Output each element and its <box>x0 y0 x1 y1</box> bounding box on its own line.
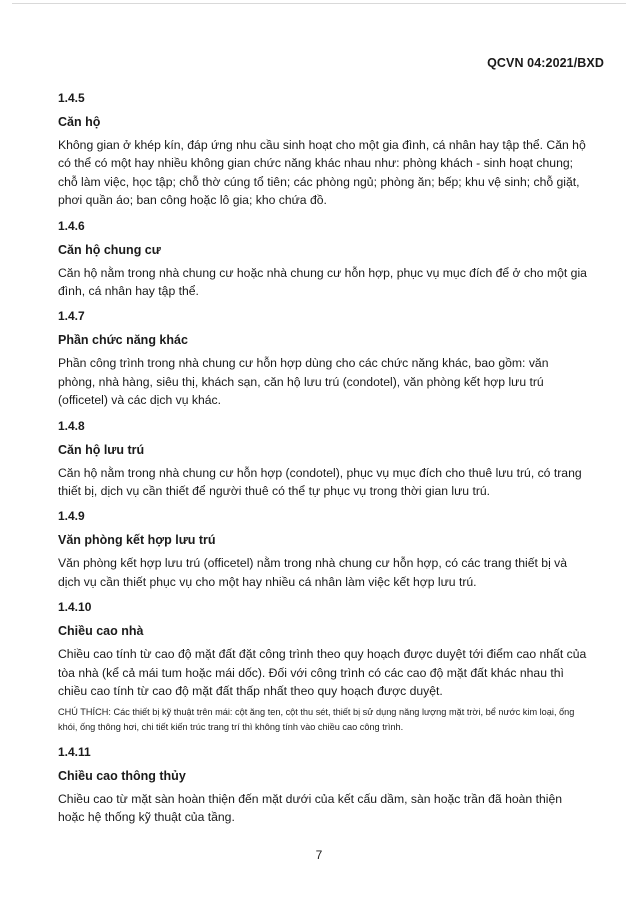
section-number: 1.4.9 <box>58 509 85 524</box>
section-title: Văn phòng kết hợp lưu trú <box>58 533 216 548</box>
section-note: CHÚ THÍCH: Các thiết bị kỹ thuật trên mái: cột ăng ten, cột thu sét, thiết bị sử dụng năng lượng mặt trời, bể nước kim loại, ống khói, ống thông hơi, chi tiết kiến trúc trang trí thì không tính vào chiều cao công trình. <box>58 706 575 732</box>
section-1-4-8 <box>58 418 588 501</box>
section-1-4-9 <box>58 508 588 591</box>
section-number: 1.4.5 <box>58 91 85 105</box>
section-title: Chiều cao thông thủy <box>58 768 186 783</box>
section-title: Chiều cao nhà <box>58 624 144 639</box>
section-title: Căn hộ <box>58 115 101 129</box>
section-title: Căn hộ lưu trú <box>58 442 145 457</box>
section-number: 1.4.11 <box>58 744 91 759</box>
section-body: Văn phòng kết hợp lưu trú (officetel) nằm trong nhà chung cư hỗn hợp, có các trang thiết bị và dịch vụ cần thiết phục vụ cho một hay nhiều cá nhân làm việc kết hợp lưu trú. <box>58 556 568 589</box>
top-rule <box>12 3 626 4</box>
section-number: 1.4.6 <box>58 218 85 233</box>
document-code: QCVN 04:2021/BXD <box>487 56 604 70</box>
section-body: Chiều cao tính từ cao độ mặt đất đặt công trình theo quy hoạch được duyệt tới điểm cao nhất của tòa nhà (kể cả mái tum hoặc mái dốc). Đối với công trình có các cao độ mặt đất khác nhau thì chiều cao tính từ cao độ mặt đất thấp nhất theo quy hoạch được duyệt. <box>58 647 587 699</box>
section-body: Phần công trình trong nhà chung cư hỗn hợp dùng cho các chức năng khác, bao gồm: văn phòng, nhà hàng, siêu thị, khách sạn, căn hộ lưu trú (condotel), văn phòng kết hợp lưu trú (officetel) và các dịch vụ khác. <box>58 356 549 408</box>
content-area <box>58 90 588 834</box>
section-title: Căn hộ chung cư <box>58 242 161 257</box>
section-1-4-5 <box>58 90 588 210</box>
section-body: Chiều cao từ mặt sàn hoàn thiện đến mặt dưới của kết cấu dầm, sàn hoặc trần đã hoàn thiện hoặc hệ thống kỹ thuật của tầng. <box>58 791 562 824</box>
section-title: Phần chức năng khác <box>58 333 188 348</box>
section-body: Căn hộ nằm trong nhà chung cư hỗn hợp (condotel), phục vụ mục đích cho thuê lưu trú, có trang thiết bị, dịch vụ cần thiết để người thuê có thể tự phục vụ trong thời gian lưu trú. <box>58 465 582 499</box>
section-1-4-6 <box>58 218 588 301</box>
section-body: Căn hộ nằm trong nhà chung cư hoặc nhà chung cư hỗn hợp, phục vụ mục đích để ở cho một gia đình, cá nhân hay tập thể. <box>58 265 587 299</box>
section-number: 1.4.7 <box>58 309 85 324</box>
section-1-4-10 <box>58 599 588 734</box>
section-number: 1.4.10 <box>58 600 92 615</box>
section-number: 1.4.8 <box>58 418 85 433</box>
page-number: 7 <box>315 848 323 862</box>
section-1-4-11 <box>58 744 588 827</box>
section-body: Không gian ở khép kín, đáp ứng nhu cầu sinh hoạt cho một gia đình, cá nhân hay tập thể. Căn hộ có thể có một hay nhiều không gian chức năng khác nhau như: phòng khách - sinh hoạt chung; chỗ làm việc, học tập; chỗ thờ cúng tổ tiên; các phòng ngủ; phòng ăn; bếp; khu vệ sinh; chỗ giặt, phơi quần áo; ban công hoặc lô gia; kho chứa đồ. <box>58 138 586 208</box>
section-1-4-7 <box>58 308 588 409</box>
